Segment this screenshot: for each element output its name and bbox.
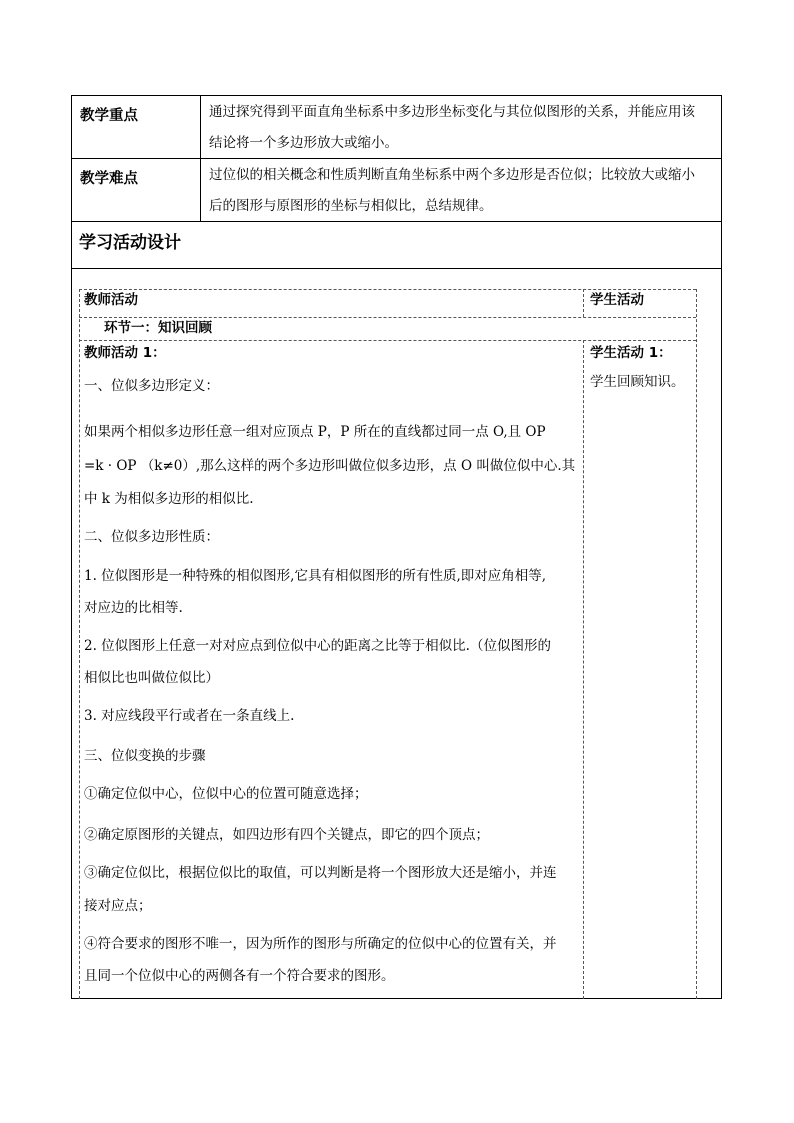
property-2-line-2: 相似比也叫做位似比） — [84, 670, 219, 686]
property-3: 3. 对应线段平行或者在一条直线上. — [84, 708, 295, 724]
inner-stage-divider — [79, 340, 696, 341]
definition-line-1: 如果两个相似多边形任意一组对应顶点 P，P 所在的直线都过同一点 O,且 OP — [84, 424, 546, 440]
student-activity-1-text: 学生回顾知识。 — [590, 374, 685, 390]
step-4-line-2: 且同一个位似中心的两侧各有一个符合要求的图形。 — [84, 968, 395, 984]
step-1: ①确定位似中心，位似中心的位置可随意选择； — [84, 786, 368, 802]
row-divider — [71, 221, 722, 222]
definition-line-3: 中 k 为相似多边形的相似比. — [84, 491, 254, 507]
property-2-line-1: 2. 位似图形上任意一对对应点到位似中心的距离之比等于相似比.（位似图形的 — [84, 638, 551, 654]
focus-label: 教学重点 — [80, 108, 138, 124]
focus-text-line-2: 结论将一个多边形放大或缩小。 — [209, 135, 398, 151]
row-divider — [71, 268, 722, 269]
inner-column-divider — [583, 289, 584, 317]
row-divider — [71, 158, 722, 159]
step-4-line-1: ④符合要求的图形不唯一，因为所作的图形与所确定的位似中心的位置有关，并 — [84, 936, 557, 952]
section-title: 学习活动设计 — [79, 233, 181, 253]
property-1-line-2: 对应边的比相等. — [84, 600, 183, 616]
property-1-line-1: 1. 位似图形是一种特殊的相似图形,它具有相似图形的所有性质,即对应角相等, — [84, 568, 547, 584]
lesson-table — [71, 95, 722, 999]
step-3-line-2: 接对应点； — [84, 898, 152, 914]
inner-header-divider — [79, 317, 696, 318]
teacher-activity-header: 教师活动 — [84, 292, 138, 308]
difficulty-text-line-2: 后的图形与原图形的坐标与相似比，总结规律。 — [209, 198, 493, 214]
student-activity-1-title: 学生活动 1： — [590, 345, 672, 361]
steps-heading: 三、位似变换的步骤 — [84, 748, 206, 764]
stage-title: 环节一：知识回顾 — [104, 320, 212, 336]
step-2: ②确定原图形的关键点，如四边形有四个关键点，即它的四个顶点； — [84, 827, 489, 843]
inner-column-divider — [583, 340, 584, 999]
definition-heading: 一、位似多边形定义： — [84, 378, 219, 394]
properties-heading: 二、位似多边形性质： — [84, 529, 219, 545]
column-divider — [200, 95, 201, 221]
student-activity-header: 学生活动 — [590, 292, 644, 308]
focus-text-line-1: 通过探究得到平面直角坐标系中多边形坐标变化与其位似图形的关系，并能应用该 — [209, 104, 695, 120]
inner-left-edge — [79, 289, 80, 999]
step-3-line-1: ③确定位似比，根据位似比的取值，可以判断是将一个图形放大还是缩小，并连 — [84, 865, 557, 881]
difficulty-text-line-1: 过位似的相关概念和性质判断直角坐标系中两个多边形是否位似；比较放大或缩小 — [209, 167, 695, 183]
difficulty-label: 教学难点 — [80, 171, 138, 187]
definition-line-2: =k · OP （k≠0）,那么这样的两个多边形叫做位似多边形，点 O 叫做位似中心.其 — [84, 458, 576, 474]
inner-right-edge — [696, 289, 697, 999]
teacher-activity-1-title: 教师活动 1： — [84, 345, 166, 361]
inner-table-top — [79, 289, 696, 290]
